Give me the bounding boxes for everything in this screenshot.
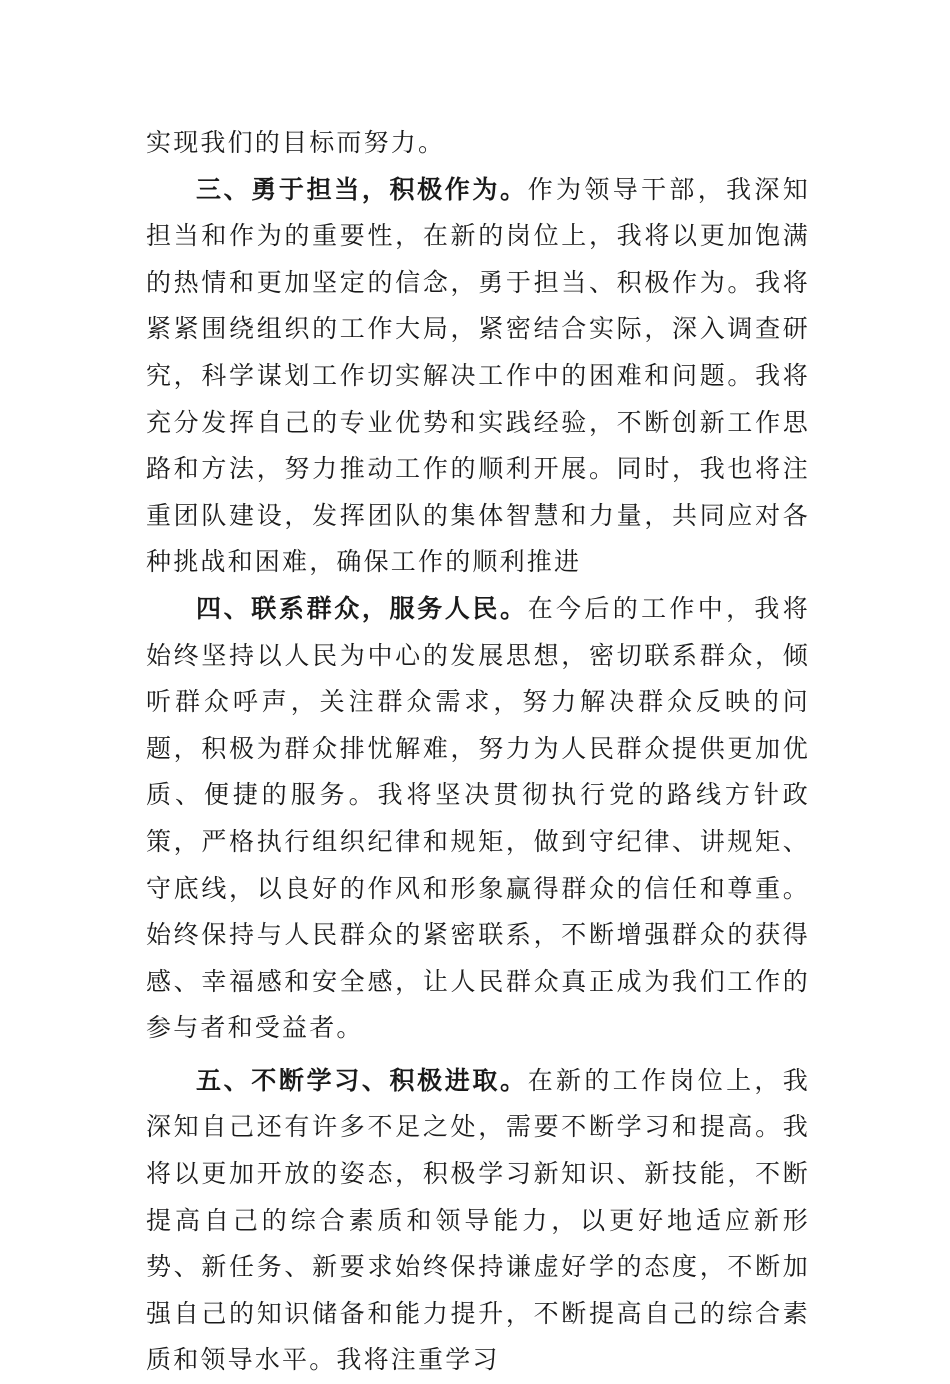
section-5-body: 在新的工作岗位上，我深知自己还有许多不足之处，需要不断学习和提高。我将以更加开放的姿态，积极学习新知识、新技能，不断提高自己的综合素质和领导能力，以更好地适应新形势、新任务、新要求始终保持谦虚好学的态度，不断加强自己的知识储备和能力提升，不断提高自己的综合素质和领导水平。我将注重学习 — [146, 1065, 810, 1375]
lead-paragraph — [146, 120, 810, 167]
section-4-body: 在今后的工作中，我将始终坚持以人民为中心的发展思想，密切联系群众，倾听群众呼声，关注群众需求，努力解决群众反映的问题，积极为群众排忧解难，努力为人民群众提供更加优质、便捷的服务。我将坚决贯彻执行党的路线方针政策，严格执行组织纪律和规矩，做到守纪律、讲规矩、守底线，以良好的作风和形象赢得群众的信任和尊重。始终保持与人民群众的紧密联系，不断增强群众的获得感、幸福感和安全感，让人民群众真正成为我们工作的参与者和受益者。 — [146, 593, 810, 1043]
section-3-body: 作为领导干部，我深知担当和作为的重要性，在新的岗位上，我将以更加饱满的热情和更加坚定的信念，勇于担当、积极作为。我将紧紧围绕组织的工作大局，紧密结合实际，深入调查研究，科学谋划工作切实解决工作中的困难和问题。我将充分发挥自己的专业优势和实践经验，不断创新工作思路和方法，努力推动工作的顺利开展。同时，我也将注重团队建设，发挥团队的集体智慧和力量，共同应对各种挑战和困难，确保工作的顺利推进 — [146, 174, 810, 577]
section-5-heading: 五、不断学习、积极进取。 — [196, 1065, 528, 1095]
section-4-paragraph — [146, 586, 810, 1052]
document-body — [146, 120, 810, 1384]
section-4-heading: 四、联系群众，服务人民。 — [196, 593, 528, 623]
lead-line: 实现我们的目标而努力。 — [146, 128, 446, 157]
section-5-paragraph — [146, 1058, 810, 1384]
section-3-paragraph — [146, 167, 810, 586]
section-3-heading: 三、勇于担当，积极作为。 — [196, 174, 528, 204]
